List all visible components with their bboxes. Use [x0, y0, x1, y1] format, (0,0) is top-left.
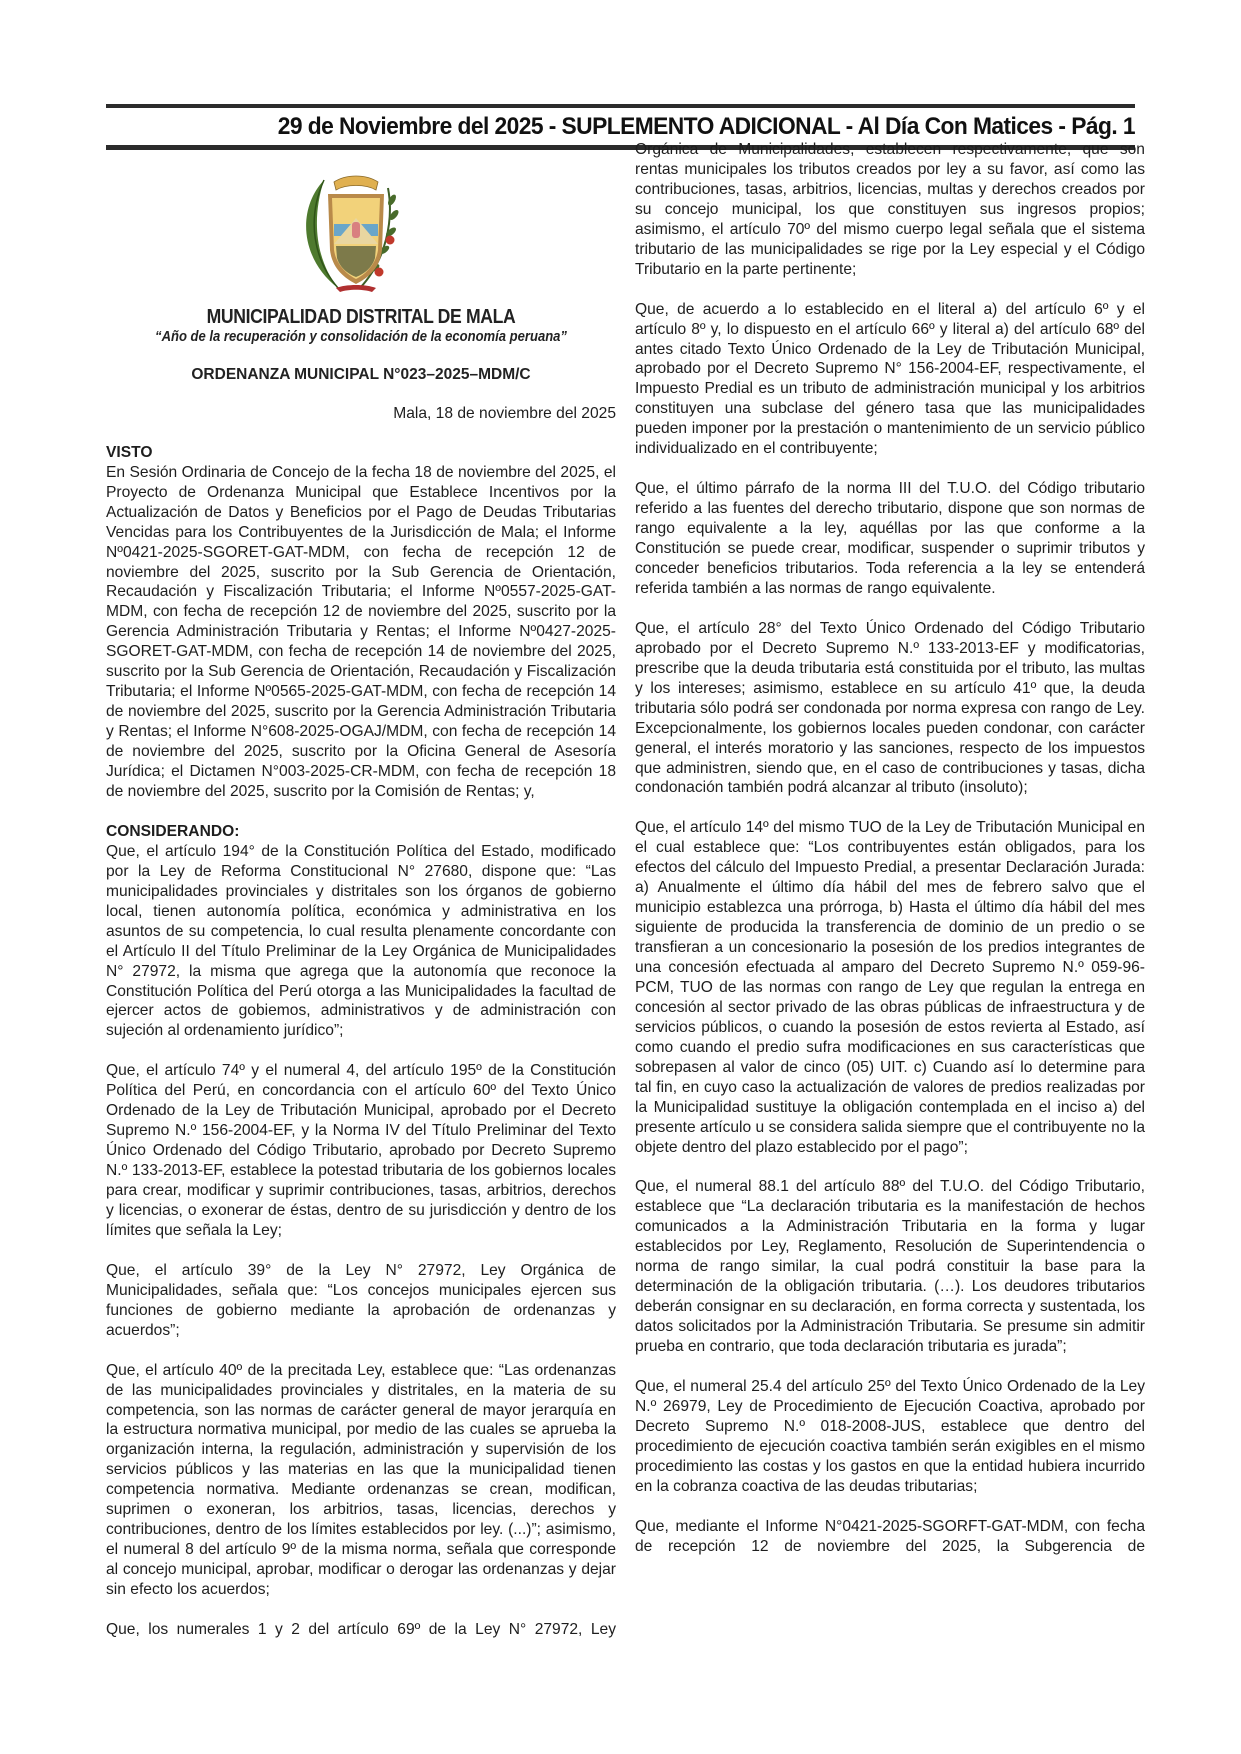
right-column: [635, 140, 1145, 1577]
considerando-paragraph: Que, el artículo 194° de la Constitución Política del Estado, modificado por la Ley de Reforma Constitucional N° 27680, dispone que: “Las municipalidades provinciales y distritales son los órganos de gobierno local, tienen autonomía política, económica y administrativa en los asuntos de su competencia, lo cual resulta plenamente concordante con el Artículo II del Título Preliminar de la Ley Orgánica de Municipalidades N° 27972, la misma que agrega que la autonomía que reconoce la Constitución Política del Perú otorga a las Municipalidades la facultad de ejercer actos de gobiemos, administrativos y de administración con sujeción al ordenamiento jurídico”;: [106, 842, 616, 1040]
considerando-paragraph: Que, mediante el Informe N°0421-2025-SGORFT-GAT-MDM, con fecha de recepción 12 de noviembre del 2025, la Subgerencia de: [635, 1517, 1145, 1555]
visto-heading: VISTO: [106, 443, 153, 461]
considerando-paragraph: Que, el artículo 28° del Texto Único Ordenado del Código Tributario aprobado por el Decreto Supremo N.º 133-2013-EF y modificatorias, prescribe que la deuda tributaria está constituida por el tributo, las multas y los intereses; asimismo, establece en su artículo 41º que, la deuda tributaria sólo podrá ser condonada por norma expresa con rango de Ley. Excepcionalmente, los gobiernos locales pueden condonar, con carácter general, el interés moratorio y las sanciones, respecto de los impuestos que administren, siendo que, en el caso de contribuciones y tasas, dicha condonación también podrá alcanzar al tributo (insoluto);: [635, 619, 1145, 797]
considerando-paragraph: Que, los numerales 1 y 2 del artículo 69º de la Ley N° 27972, Ley: [106, 1620, 616, 1638]
page-header-title: 29 de Noviembre del 2025 - SUPLEMENTO ADICIONAL - Al Día Con Matices - Pág. 1: [277, 113, 1135, 140]
considerando-paragraph: Que, el artículo 39° de la Ley N° 27972, Ley Orgánica de Municipalidades, señala que: “Los concejos municipales ejercen sus funciones de gobierno mediante la aprobación de ordenanzas y acuerdos”;: [106, 1261, 616, 1339]
municipality-name: MUNICIPALIDAD DISTRITAL DE MALA: [206, 306, 516, 328]
considerando-heading: CONSIDERANDO:: [106, 822, 240, 840]
considerando-paragraph: Que, el último párrafo de la norma III del T.U.O. del Código tributario referido a las fuentes del derecho tributario, dispone que son normas de rango equivalente a la ley, aquéllas por las que conforme a la Constitución se puede crear, modificar, suspender o suprimir tributos y conceder beneficios tributarios. Toda referencia a la ley se entenderá referida también a las normas de rango equivalente.: [635, 480, 1145, 597]
considerando-paragraph: Que, de acuerdo a lo establecido en el literal a) del artículo 6º y el artículo 8º y, lo dispuesto en el artículo 66º y literal a) del artículo 68º del antes citado Texto Único Ordenado de la Ley de Tributación Municipal, aprobado por el Decreto Supremo N° 156-2004-EF, respectivamente, el Impuesto Predial es un tributo de administración municipal y los arbitrios constituyen una subclase del género tasa que las municipalidades pueden imponer por la prestación o mantenimiento de un servicio público individualizado en el contribuyente;: [635, 300, 1145, 458]
considerando-paragraph: Que, el artículo 14º del mismo TUO de la Ley de Tributación Municipal en el cual establece que: “Los contribuyentes están obligados, para los efectos del cálculo del Impuesto Predial, a presentar Declaración Jurada: a) Anualmente el último día hábil del mes de febrero salvo que el municipio establezca una prórroga, b) Hasta el último día hábil del mes siguiente de producida la transferencia de dominio de un predio o se transfieran a un concesionario la posesión de los predios integrantes de una concesión efectuada al amparo del Decreto Supremo N.º 059-96-PCM, TUO de las normas con rango de Ley que regulan la entrega en concesión al sector privado de las obras públicas de infraestructura y de servicios públicos, o cuando la posesión de estos revierta al Estado, así como cuando el predio sufra modificaciones en sus características que sobrepasen al valor de cinco (05) UIT. c) Cuando así lo determine para tal fin, en cuyo caso la actualización de valores de predios realizadas por la Municipalidad sustituye la obligación contemplada en el inciso a) del presente artículo u se considera salida siempre que el contribuyente no la objete dentro del plazo establecido por el pago”;: [635, 819, 1145, 1156]
year-slogan: “Año de la recuperación y consolidación de la economía peruana”: [155, 328, 567, 345]
municipal-coat-of-arms-icon: [276, 160, 436, 300]
considerando-paragraph: Que, el artículo 40º de la precitada Ley, establece que: “Las ordenanzas de las municipalidades provinciales y distritales, en la materia de su competencia, son las normas de carácter general de mayor jerarquía en la estructura normativa municipal, por medio de las cuales se aprueba la organización interna, la regulación, administración y supervisión de los servicios públicos y las materias en las que la municipalidad tienen competencia normativa. Mediante ordenanzas se crean, modifican, suprimen o exoneran, los arbitrios, tasas, licencias, derechos y contribuciones, dentro de los límites establecidos por ley. (...)”; asimismo, el numeral 8 del artículo 9º de la misma norma, señala que corresponde al concejo municipal, aprobar, modificar o derogar las ordenanzas y dejar sin efecto los acuerdos;: [106, 1361, 616, 1599]
considerando-paragraph: Que, el numeral 25.4 del artículo 25º del Texto Único Ordenado de la Ley N.º 26979, Ley de Procedimiento de Ejecución Coactiva, aprobado por Decreto Supremo N.º 018-2008-JUS, establece que dentro del procedimiento de ejecución coactiva también serán exigibles en el mismo procedimiento las costas y los gastos en que la entidad hubiera incurrido en la cobranza coactiva de las deudas tributarias;: [635, 1378, 1145, 1495]
considerando-paragraph: Que, el numeral 88.1 del artículo 88º del T.U.O. del Código Tributario, establece que “La declaración tributaria es la manifestación de hechos comunicados a la Administración Tributaria en la forma y lugar establecidos por Ley, Reglamento, Resolución de Superintendencia o norma de rango similar, la cual podrá constituir la base para la determinación de la obligación tributaria. (…). Los deudores tributarios deberán consignar en su declaración, en forma correcta y sustentada, los datos solicitados por la Administración Tributaria. Se presume sin admitir prueba en contrario, que toda declaración tributaria es jurada”;: [635, 1178, 1145, 1356]
ordinance-title: ORDENANZA MUNICIPAL N°023–2025–MDM/C: [191, 365, 531, 383]
considerando-paragraph: Que, el artículo 74º y el numeral 4, del artículo 195º de la Constitución Política del Perú, en concordancia con el artículo 60º del Texto Único Ordenado de la Ley de Tributación Municipal, aprobado por el Decreto Supremo N.º 156-2004-EF, y la Norma IV del Título Preliminar del Texto Único Ordenado del Código Tributario, aprobado por Decreto Supremo N.º 133-2013-EF, establece la potestad tributaria de los gobiernos locales para crear, modificar y suprimir contribuciones, tasas, arbitrios, derechos y licencias, o exonerar de éstas, dentro de su jurisdicción y dentro de los límites que señala la Ley;: [106, 1062, 616, 1239]
left-column: [106, 160, 616, 1660]
considerando-paragraph: Orgánica de Municipalidades, establecen respectivamente, que son rentas municipales los tributos creados por ley a su favor, así como las contribuciones, tasas, arbitrios, licencias, multas y derechos creados por su concejo municipal, los que constituyen sus ingresos propios; asimismo, el artículo 70º del mismo cuerpo legal señala que el sistema tributario de las municipalidades se rige por la Ley especial y el Código Tributario en la parte pertinente;: [635, 141, 1145, 278]
header-top-rule: [106, 104, 1135, 108]
visto-paragraph: En Sesión Ordinaria de Concejo de la fecha 18 de noviembre del 2025, el Proyecto de Ordenanza Municipal que Establece Incentivos por la Actualización de Datos y Beneficios por el Pago de Deudas Tributarias Vencidas para los Contribuyentes de la Jurisdicción de Mala; el Informe Nº0421-2025-SGORET-GAT-MDM, con fecha de recepción 12 de noviembre del 2025, suscrito por la Sub Gerencia de Orientación, Recaudación y Fiscalización Tributaria; el Informe Nº0557-2025-GAT-MDM, con fecha de recepción 12 de noviembre del 2025, suscrito por la Gerencia Administración Tributaria y Rentas; el Informe Nº0427-2025-SGORET-GAT-MDM, con fecha de recepción 14 de noviembre del 2025, suscrito por la Sub Gerencia de Orientación, Recaudación y Fiscalización Tributaria; el Informe Nº0565-2025-GAT-MDM, con fecha de recepción 14 de noviembre del 2025, suscrito por la Gerencia Administración Tributaria y Rentas; el Informe N°608-2025-OGAJ/MDM, con fecha de recepción 14 de noviembre del 2025, suscrito por la Oficina General de Asesoría Jurídica; el Dictamen N°003-2025-CR-MDM, con fecha de recepción 18 de noviembre del 2025, suscrito por la Comisión de Rentas; y,: [106, 463, 616, 801]
place-date: Mala, 18 de noviembre del 2025: [393, 404, 616, 422]
